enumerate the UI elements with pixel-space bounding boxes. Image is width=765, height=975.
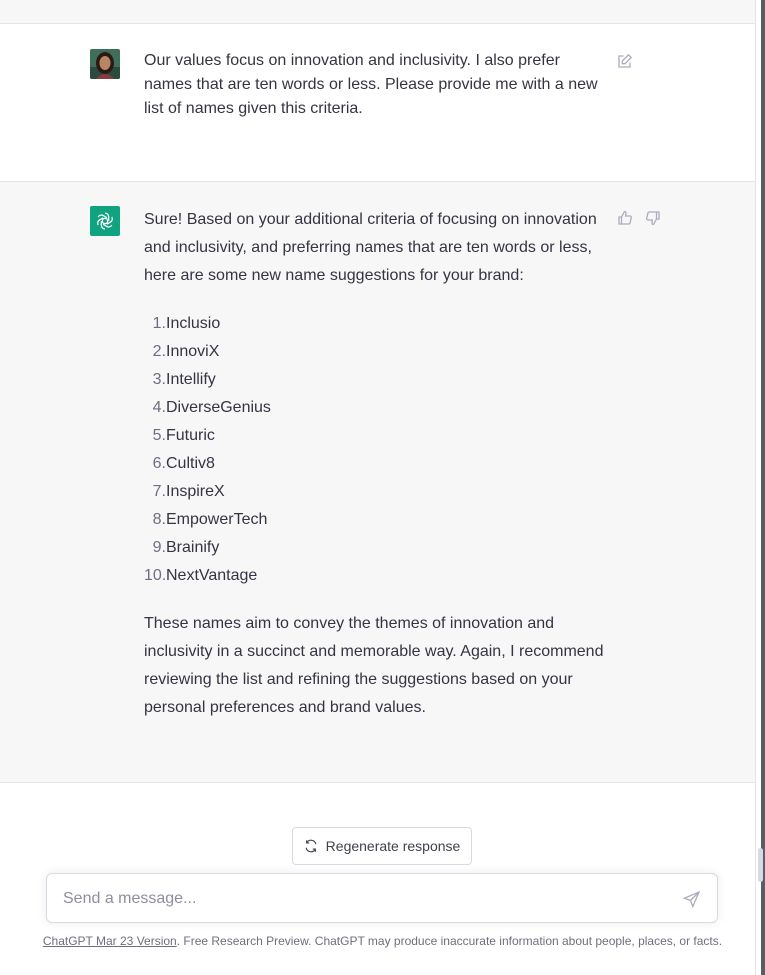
disclaimer-text: . Free Research Preview. ChatGPT may produce inaccurate information about people, places, or facts. <box>176 934 723 948</box>
window-edge <box>755 0 765 975</box>
send-button[interactable] <box>683 890 701 908</box>
assistant-outro: These names aim to convey the themes of innovation and inclusivity in a succinct and memorable way. Again, I recommend reviewing the list and refining the suggestions based on your personal preferences and brand values. <box>144 615 604 716</box>
user-message-text: Our values focus on innovation and inclusivity. I also prefer names that are ten words or less. Please provide me with a new list of names given this criteria. <box>144 52 598 117</box>
assistant-intro: Sure! Based on your additional criteria of focusing on innovation and inclusivity, and preferring names that are ten words or less, here are some new name suggestions for your brand: <box>144 211 597 284</box>
message-composer <box>46 873 718 923</box>
list-item: 3. Intellify <box>152 371 216 388</box>
thumbs-up-icon[interactable] <box>616 209 634 227</box>
edit-icon[interactable] <box>616 52 634 70</box>
list-item: 10. NextVantage <box>144 567 258 584</box>
openai-logo-icon <box>90 206 120 236</box>
previous-message-strip <box>0 0 755 24</box>
version-link[interactable]: ChatGPT Mar 23 Version <box>42 934 177 948</box>
list-item: 6. Cultiv8 <box>152 455 215 472</box>
send-icon <box>683 890 701 908</box>
name-suggestions-list <box>144 310 606 590</box>
regenerate-label: Regenerate response <box>325 838 461 854</box>
user-avatar <box>90 49 120 79</box>
list-item: 9. Brainify <box>152 539 220 556</box>
thumbs-down-icon[interactable] <box>644 209 662 227</box>
list-item: 7. InspireX <box>152 483 225 500</box>
list-item: 2. InnoviX <box>152 343 220 360</box>
footer-disclaimer <box>0 934 765 948</box>
list-item: 5. Futuric <box>152 427 215 444</box>
message-input[interactable] <box>63 886 663 912</box>
scrollbar-thumb[interactable] <box>758 848 763 882</box>
refresh-icon <box>304 839 318 853</box>
list-item: 4. DiverseGenius <box>152 399 271 416</box>
regenerate-response-button[interactable] <box>292 827 472 865</box>
list-item: 1. Inclusio <box>152 315 221 332</box>
assistant-message-text <box>144 206 606 722</box>
list-item: 8. EmpowerTech <box>152 511 268 528</box>
